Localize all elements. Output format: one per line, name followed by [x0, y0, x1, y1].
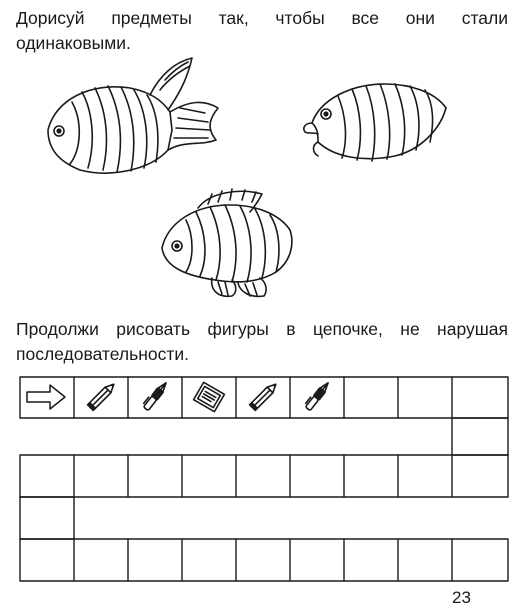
task-2-line-2: последовательности.: [16, 344, 190, 364]
task-1-line-2: одинаковыми.: [16, 33, 131, 53]
pencil-icon: [250, 381, 279, 410]
fountain-pen-icon: [142, 380, 169, 411]
fish-without-tail-fin-drawing: [162, 189, 292, 296]
notepad-icon: [194, 382, 225, 411]
task-2-line-1: Продолжи рисовать фигуры в цепочке, не нарушая: [16, 319, 508, 339]
arrow-right-icon: [27, 385, 65, 409]
pencil-icon: [88, 381, 117, 410]
fish-without-tail-drawing: [304, 84, 446, 161]
task-1-line-1: Дорисуй предметы так, чтобы все они стали: [16, 8, 508, 28]
fish-complete-drawing: [48, 58, 218, 173]
fountain-pen-icon: [304, 380, 331, 411]
page-number: 23: [452, 588, 471, 607]
